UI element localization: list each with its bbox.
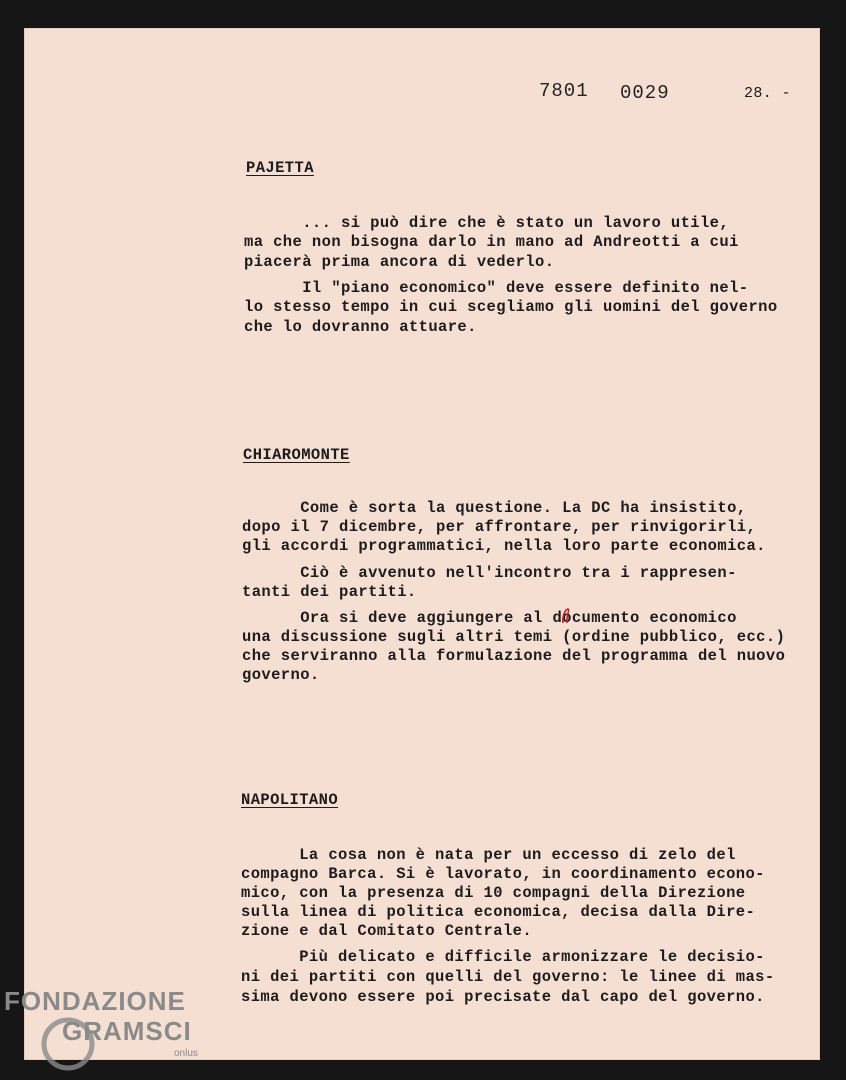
handwritten-correction-mark — [560, 607, 572, 627]
watermark-line3: onlus — [174, 1048, 198, 1059]
text-line: zione e dal Comitato Centrale. — [241, 922, 533, 940]
watermark-line2: GRAMSCI — [62, 1016, 192, 1046]
archive-code-b: 0029 — [620, 82, 670, 104]
text-line: gli accordi programmatici, nella loro parte economica. — [242, 537, 766, 555]
text-line: ma che non bisogna darlo in mano ad Andreotti a cui — [244, 233, 739, 251]
text-line: Il "piano economico" deve essere definito nel- — [244, 279, 749, 297]
text-line: che serviranno alla formulazione del programma del nuovo — [242, 647, 786, 665]
text-line: sima devono essere poi precisate dal capo del governo. — [241, 988, 765, 1006]
text-line: governo. — [242, 666, 320, 684]
text-line: una discussione sugli altri temi (ordine pubblico, ecc.) — [242, 628, 786, 646]
text-line: Ciò è avvenuto nell'incontro tra i rappresen- — [242, 564, 737, 582]
speaker-pajetta: PAJETTA — [246, 159, 314, 177]
text-line: ni dei partiti con quelli del governo: le linee di mas- — [241, 968, 775, 986]
text-line: Più delicato e difficile armonizzare le decisio- — [241, 948, 765, 966]
text-line: dopo il 7 dicembre, per affrontare, per rinvigorirli, — [242, 518, 757, 536]
archive-code-a: 7801 — [539, 80, 589, 102]
text-line: mico, con la presenza di 10 compagni della Direzione — [241, 884, 746, 902]
text-line: ... si può dire che è stato un lavoro utile, — [244, 214, 730, 232]
text-line: tanti dei partiti. — [242, 583, 417, 601]
document-page — [24, 28, 820, 1060]
text-line: La cosa non è nata per un eccesso di zelo del — [241, 846, 736, 864]
fondazione-gramsci-watermark — [4, 986, 214, 1076]
text-line: che lo dovranno attuare. — [244, 318, 477, 336]
speaker-napolitano: NAPOLITANO — [241, 791, 339, 809]
text-line: Ora si deve aggiungere al documento economico — [242, 609, 737, 627]
text-line: sulla linea di politica economica, decisa dalla Dire- — [241, 903, 756, 921]
page-number: 28. - — [744, 85, 792, 102]
text-line: compagno Barca. Si è lavorato, in coordinamento econo- — [241, 865, 765, 883]
text-line: lo stesso tempo in cui scegliamo gli uomini del governo — [244, 298, 778, 316]
text-line: Come è sorta la questione. La DC ha insistito, — [242, 499, 747, 517]
speaker-chiaromonte: CHIAROMONTE — [243, 446, 350, 464]
watermark-line1: FONDAZIONE — [4, 986, 186, 1016]
text-line: piacerà prima ancora di vederlo. — [244, 253, 555, 271]
